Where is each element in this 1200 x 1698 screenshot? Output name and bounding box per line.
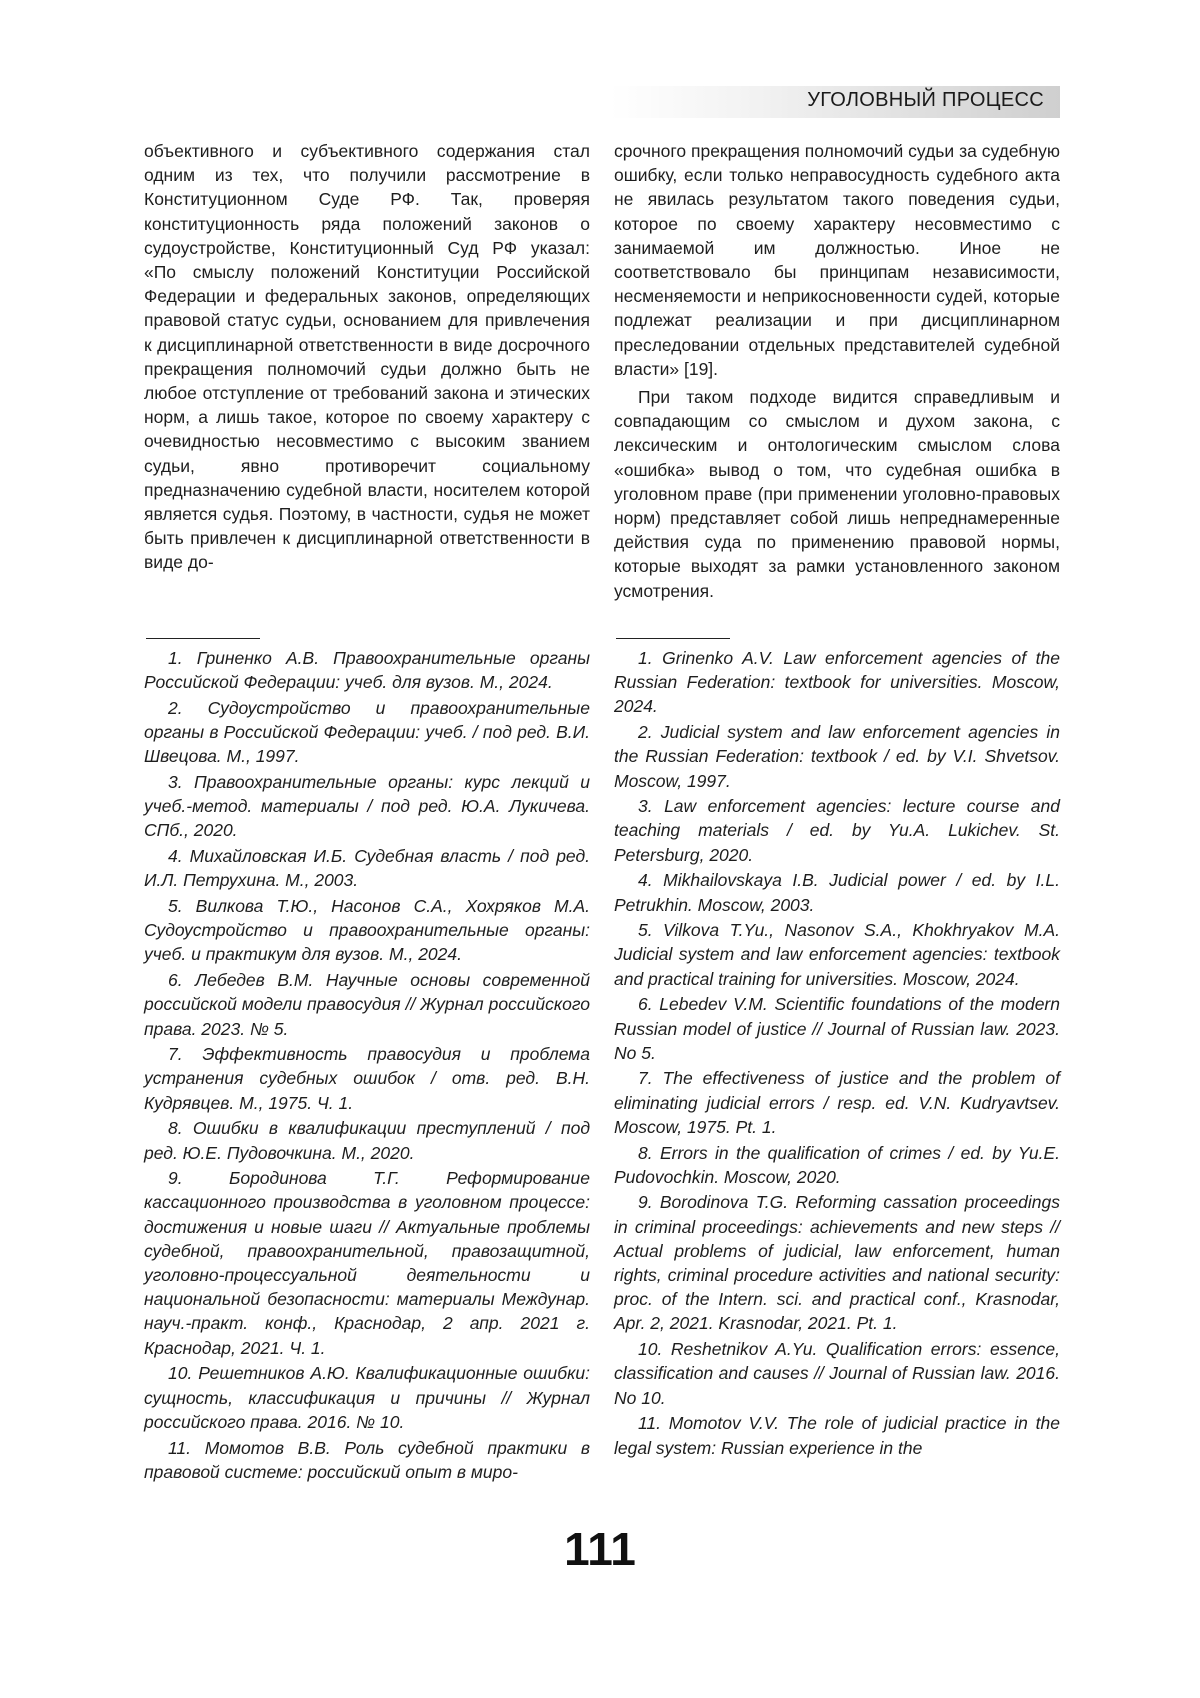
reference-item: 1. Гриненко А.В. Правоохранительные органы Российской Федерации: учеб. для вузов. М., 2024. (144, 648, 590, 693)
reference-item: 3. Law enforcement agencies: lecture course and teaching materials / ed. by Yu.A. Lukichev. St. Petersburg, 2020. (614, 796, 1060, 865)
footnote-divider (146, 638, 260, 639)
reference-item: 11. Momotov V.V. The role of judicial practice in the legal system: Russian experience in the (614, 1413, 1060, 1458)
reference-item: 7. Эффективность правосудия и проблема устранения судебных ошибок / отв. ред. В.Н. Кудрявцев. М., 1975. Ч. 1. (144, 1044, 590, 1113)
reference-item: 1. Grinenko A.V. Law enforcement agencies of the Russian Federation: textbook for universities. Moscow, 2024. (614, 648, 1060, 717)
reference-item: 5. Vilkova T.Yu., Nasonov S.A., Khokhryakov M.A. Judicial system and law enforcement agencies: textbook and practical training for universities. Moscow, 2024. (614, 920, 1060, 989)
page-number: 111 (564, 1523, 636, 1575)
body-paragraph: При таком подходе видится справедливым и совпадающим со смыслом и духом закона, с лексическим и онтологическим смыслом слова «ошибка» вывод о том, что судебная ошибка в уголовном праве (при применении уголовно-правовых норм) представляет собой лишь непреднамеренные действия суда по применению правовой нормы, которые выходят за рамки установленного законом усмотрения. (614, 387, 1060, 601)
footnote-divider (616, 638, 730, 639)
reference-item: 9. Бородинова Т.Г. Реформирование кассационного производства в уголовном процессе: достижения и новые шаги // Актуальные проблемы судебной, правоохранительной, правозащитной, уголовно-процессуальной деятельности и национальной безопасности: материалы Междунар. науч.-практ. конф., Краснодар, 2 апр. 2021 г. Краснодар, 2021. Ч. 1. (144, 1168, 590, 1358)
section-header (610, 86, 1060, 118)
body-column-right (614, 139, 1060, 603)
reference-item: 6. Лебедев В.М. Научные основы современной российской модели правосудия // Журнал российского права. 2023. № 5. (144, 970, 590, 1039)
body-paragraph: объективного и субъективного содержания стал одним из тех, что получили рассмотрение в Конституционном Суде РФ. Так, проверяя конституционность ряда положений законов о судоустройстве, Конституционный Суд РФ указал: «По смыслу положений Конституции Российской Федерации и федеральных законов, определяющих правовой статус судьи, основанием для привлечения к дисциплинарной ответственности в виде досрочного прекращения полномочий судьи должно быть не любое отступление от требований закона и этических норм, а лишь такое, которое по своему характеру с очевидностью несовместимо с высоким званием судьи, явно противоречит социальному предназначению судебной власти, носителем которой является судья. Поэтому, в частности, судья не может быть привлечен к дисциплинарной ответственности в виде до- (144, 141, 590, 573)
references-ru (144, 646, 590, 1485)
reference-item: 10. Reshetnikov A.Yu. Qualification errors: essence, classification and causes // Journal of Russian law. 2016. No 10. (614, 1339, 1060, 1408)
reference-item: 9. Borodinova T.G. Reforming cassation proceedings in criminal proceedings: achievements and new steps // Actual problems of judicial, law enforcement, human rights, criminal procedure activities and national security: proc. of the Intern. sci. and practical conf., Krasnodar, Apr. 2, 2021. Krasnodar, 2021. Pt. 1. (614, 1192, 1060, 1334)
body-paragraph: срочного прекращения полномочий судьи за судебную ошибку, если только неправосудность судебного акта не явилась результатом такого поведения судьи, которое по своему характеру несовместимо с занимаемой им должностью. Иное не соответствовало бы принципам независимости, несменяемости и неприкосновенности судей, которые подлежат реализации и при дисциплинарном преследовании отдельных представителей судебной власти» [19]. (614, 141, 1060, 379)
reference-item: 2. Судоустройство и правоохранительные органы в Российской Федерации: учеб. / под ред. В.И. Швецова. М., 1997. (144, 697, 590, 767)
body-column-left (144, 139, 590, 575)
reference-item: 5. Вилкова Т.Ю., Насонов С.А., Хохряков М.А. Судоустройство и правоохранительные органы: учеб. и практикум для вузов. М., 2024. (144, 896, 590, 965)
reference-item: 6. Lebedev V.M. Scientific foundations of the modern Russian model of justice // Journal of Russian law. 2023. No 5. (614, 994, 1060, 1063)
references-en (614, 646, 1060, 1461)
reference-item: 2. Judicial system and law enforcement agencies in the Russian Federation: textbook / ed. by V.I. Shvetsov. Moscow, 1997. (614, 722, 1060, 791)
reference-item: 11. Момотов В.В. Роль судебной практики в правовой системе: российский опыт в миро- (144, 1437, 590, 1482)
reference-item: 4. Михайловская И.Б. Судебная власть / под ред. И.Л. Петрухина. М., 2003. (144, 846, 590, 891)
reference-item: 8. Errors in the qualification of crimes / ed. by Yu.E. Pudovochkin. Moscow, 2020. (614, 1142, 1060, 1187)
reference-item: 7. The effectiveness of justice and the problem of eliminating judicial errors / resp. ed. V.N. Kudryavtsev. Moscow, 1975. Pt. 1. (614, 1068, 1060, 1137)
reference-item: 4. Mikhailovskaya I.B. Judicial power / ed. by I.L. Petrukhin. Moscow, 2003. (614, 870, 1060, 915)
reference-item: 3. Правоохранительные органы: курс лекций и учеб.-метод. материалы / под ред. Ю.А. Лукичева. СПб., 2020. (144, 772, 590, 841)
reference-item: 10. Решетников А.Ю. Квалификационные ошибки: сущность, классификация и причины // Журнал российского права. 2016. № 10. (144, 1363, 590, 1432)
reference-item: 8. Ошибки в квалификации преступлений / под ред. Ю.Е. Пудовочкина. М., 2020. (144, 1118, 590, 1163)
section-title: УГОЛОВНЫЙ ПРОЦЕСС (807, 89, 1044, 111)
